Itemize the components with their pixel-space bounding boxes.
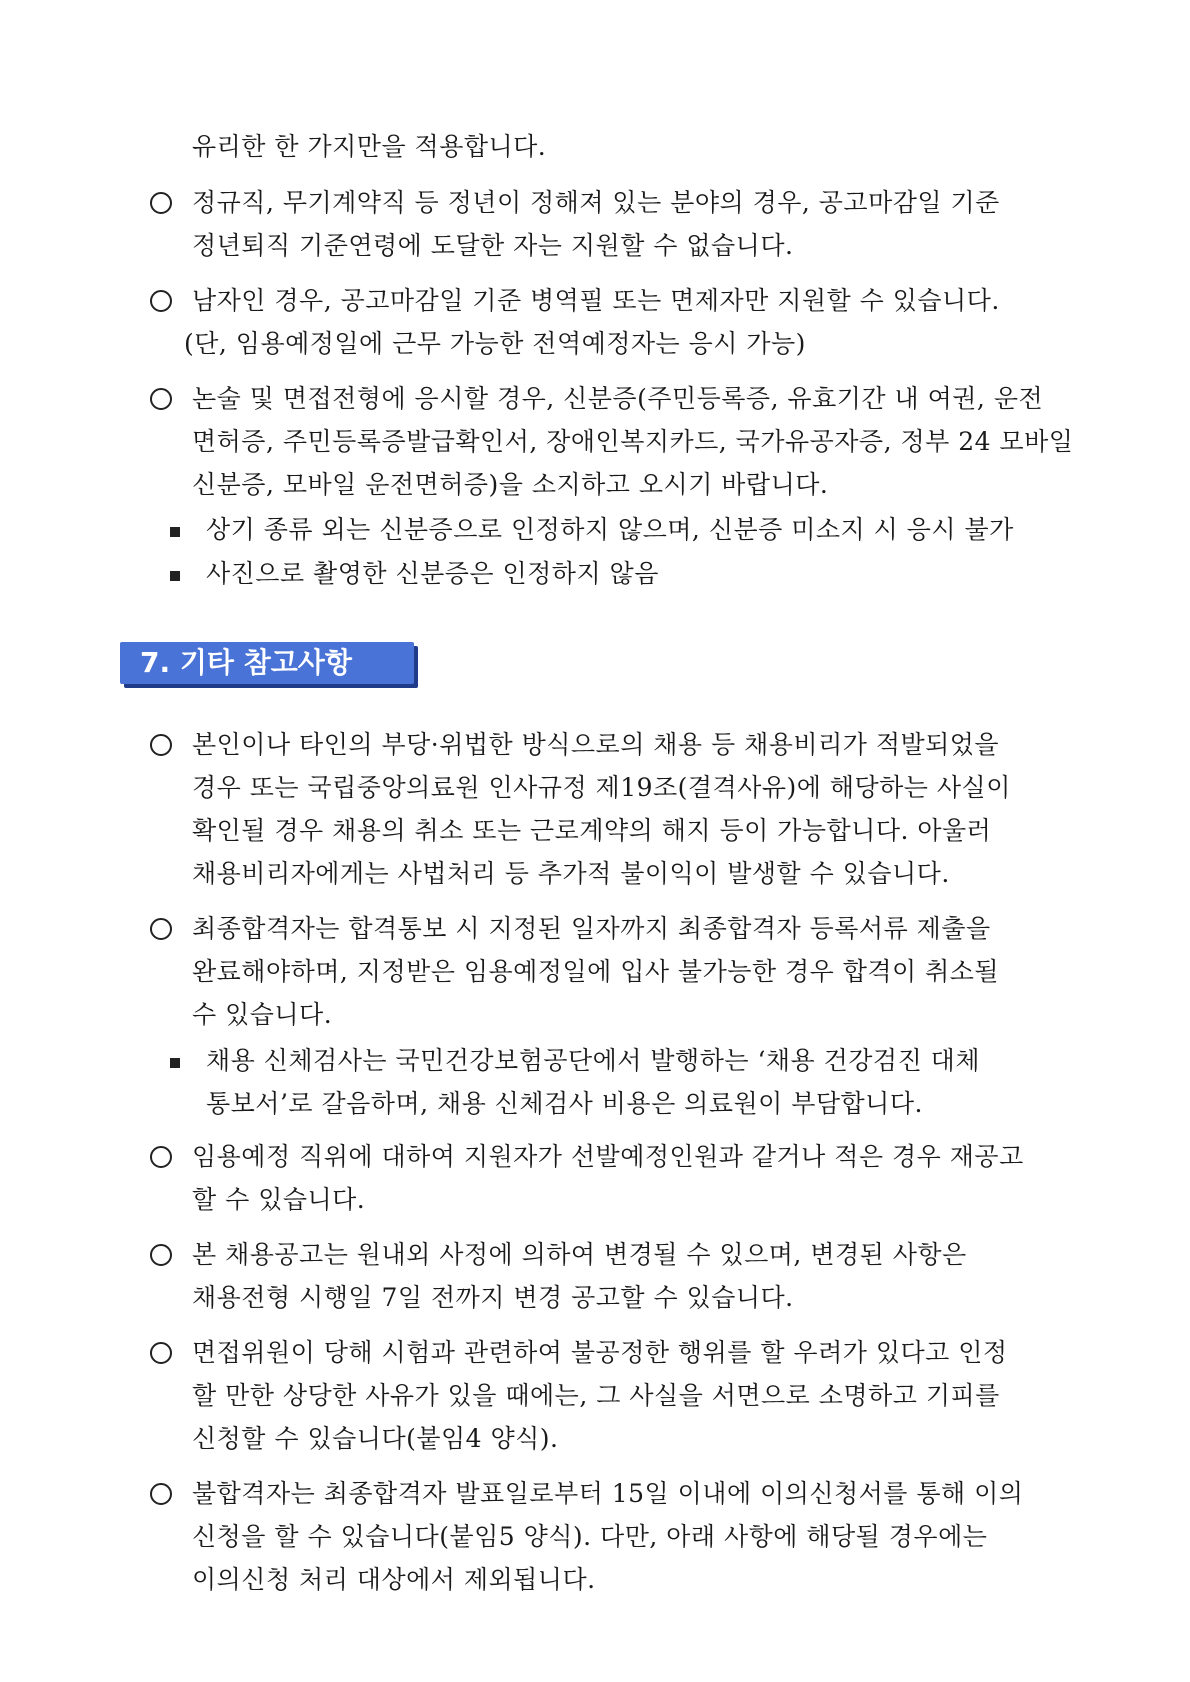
circle-bullet-icon	[150, 290, 172, 312]
paragraph-final-pass-line2: 완료해야하며, 지정받은 임용예정일에 입사 불가능한 경우 합격이 취소될	[192, 957, 1000, 986]
circle-bullet-icon	[150, 1483, 172, 1505]
sub-bullet-photo-id: 사진으로 촬영한 신분증은 인정하지 않음	[206, 559, 659, 588]
paragraph-retirement-line1: 정규직, 무기계약직 등 정년이 정해져 있는 분야의 경우, 공고마감일 기준	[192, 188, 1000, 217]
paragraph-hiring-fraud-line3: 확인될 경우 채용의 취소 또는 근로계약의 해지 등이 가능합니다. 아울러	[192, 816, 992, 845]
paragraph-change-notice-line1: 본 채용공고는 원내외 사정에 의하여 변경될 수 있으며, 변경된 사항은	[192, 1240, 967, 1269]
paragraph-interviewer-line1: 면접위원이 당해 시험과 관련하여 불공정한 행위를 할 우려가 있다고 인정	[192, 1338, 1008, 1367]
circle-bullet-icon	[150, 192, 172, 214]
paragraph-interviewer-line2: 할 만한 상당한 사유가 있을 때에는, 그 사실을 서면으로 소명하고 기피를	[192, 1381, 1000, 1410]
paragraph-military-line1: 남자인 경우, 공고마감일 기준 병역필 또는 면제자만 지원할 수 있습니다.	[192, 286, 1000, 315]
square-bullet-icon	[170, 527, 180, 537]
square-bullet-icon	[170, 571, 180, 581]
paragraph-id-line1: 논술 및 면접전형에 응시할 경우, 신분증(주민등록증, 유효기간 내 여권, 운전	[192, 384, 1044, 413]
paragraph-military-line2: (단, 임용예정일에 근무 가능한 전역예정자는 응시 가능)	[184, 329, 806, 358]
paragraph-appeal-line3: 이의신청 처리 대상에서 제외됩니다.	[192, 1565, 596, 1594]
paragraph-interviewer-line3: 신청할 수 있습니다(붙임4 양식).	[192, 1424, 559, 1453]
circle-bullet-icon	[150, 918, 172, 940]
sub-bullet-health-check-line2: 통보서’로 갈음하며, 채용 신체검사 비용은 의료원이 부담합니다.	[206, 1089, 923, 1118]
paragraph-id-line3: 신분증, 모바일 운전면허증)을 소지하고 오시기 바랍니다.	[192, 470, 829, 499]
paragraph-hiring-fraud-line4: 채용비리자에게는 사법처리 등 추가적 불이익이 발생할 수 있습니다.	[192, 859, 950, 888]
circle-bullet-icon	[150, 388, 172, 410]
circle-bullet-icon	[150, 1244, 172, 1266]
paragraph-id-line2: 면허증, 주민등록증발급확인서, 장애인복지카드, 국가유공자증, 정부 24 모바일	[192, 427, 1074, 456]
sub-bullet-id-types: 상기 종류 외는 신분증으로 인정하지 않으며, 신분증 미소지 시 응시 불가	[206, 515, 1014, 544]
paragraph-appeal-line2: 신청을 할 수 있습니다(붙임5 양식). 다만, 아래 사항에 해당될 경우에는	[192, 1522, 988, 1551]
circle-bullet-icon	[150, 1342, 172, 1364]
section-heading: 7. 기타 참고사항	[120, 642, 414, 684]
paragraph-readvertise-line2: 할 수 있습니다.	[192, 1185, 366, 1214]
paragraph-retirement-line2: 정년퇴직 기준연령에 도달한 자는 지원할 수 없습니다.	[192, 231, 794, 260]
paragraph-final-pass-line1: 최종합격자는 합격통보 시 지정된 일자까지 최종합격자 등록서류 제출을	[192, 914, 991, 943]
paragraph-hiring-fraud-line2: 경우 또는 국립중앙의료원 인사규정 제19조(결격사유)에 해당하는 사실이	[192, 773, 1011, 802]
sub-bullet-health-check-line1: 채용 신체검사는 국민건강보험공단에서 발행하는 ‘채용 건강검진 대체	[206, 1046, 980, 1075]
paragraph-final-pass-line3: 수 있습니다.	[192, 1000, 333, 1029]
paragraph-hiring-fraud-line1: 본인이나 타인의 부당·위법한 방식으로의 채용 등 채용비리가 적발되었을	[192, 730, 1000, 759]
paragraph-appeal-line1: 불합격자는 최종합격자 발표일로부터 15일 이내에 이의신청서를 통해 이의	[192, 1479, 1024, 1508]
paragraph-readvertise-line1: 임용예정 직위에 대하여 지원자가 선발예정인원과 같거나 적은 경우 재공고	[192, 1142, 1024, 1171]
paragraph-change-notice-line2: 채용전형 시행일 7일 전까지 변경 공고할 수 있습니다.	[192, 1283, 794, 1312]
square-bullet-icon	[170, 1058, 180, 1068]
circle-bullet-icon	[150, 734, 172, 756]
continuation-line: 유리한 한 가지만을 적용합니다.	[192, 132, 547, 161]
circle-bullet-icon	[150, 1146, 172, 1168]
